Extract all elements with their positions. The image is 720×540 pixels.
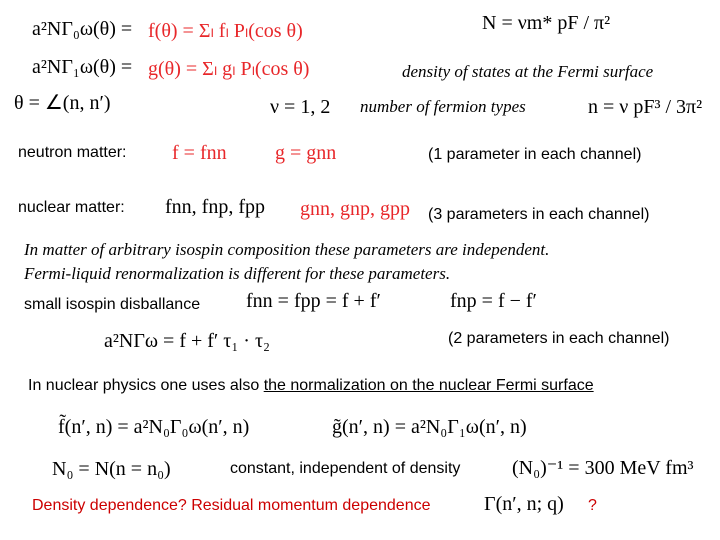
f-tilde-equation: f̃(n′, n) = a²N₀Γ₀ω(n′, n)	[58, 416, 250, 438]
arbitrary-isospin-line1: In matter of arbitrary isospin composition these parameters are independent.	[24, 240, 550, 259]
density-of-states-note: density of states at the Fermi surface	[402, 62, 654, 81]
gamma-q-expression: Γ(n′, n; q)	[484, 493, 564, 515]
arbitrary-isospin-line2: Fermi-liquid renormalization is different for these parameters.	[24, 264, 451, 283]
isospin-nn-equation: fnn = fpp = f + f′	[246, 290, 381, 312]
neutron-params-note: (1 parameter in each channel)	[428, 146, 642, 163]
normalization-underlined: the normalization on the nuclear Fermi surface	[263, 377, 594, 394]
normalization-sentence	[28, 377, 594, 395]
nuclear-matter-label: nuclear matter:	[18, 199, 125, 216]
g-definition-lhs: a²NΓ₁ω(θ) =	[32, 56, 133, 78]
density-question: Density dependence? Residual momentum dependence	[32, 497, 431, 514]
fermion-types-note: number of fermion types	[360, 97, 526, 116]
g-definition-rhs: g(θ) = Σₗ gₗ Pₗ(cos θ)	[148, 58, 310, 80]
neutron-f-parameter: f = fnn	[172, 142, 227, 164]
N0-value: (N₀)⁻¹ = 300 MeV fm³	[512, 457, 694, 479]
f-definition-rhs: f(θ) = Σₗ fₗ Pₗ(cos θ)	[148, 20, 303, 42]
isospin-np-equation: fnp = f − f′	[450, 290, 537, 312]
nuclear-g-parameters: gnn, gnp, gpp	[300, 198, 410, 220]
theta-definition: θ = ∠(n, n′)	[14, 92, 111, 114]
neutron-matter-label: neutron matter:	[18, 144, 127, 161]
nuclear-f-parameters: fnn, fnp, fpp	[165, 196, 265, 218]
f-definition-lhs: a²NΓ₀ω(θ) =	[32, 18, 133, 40]
normalization-prefix: In nuclear physics one uses also	[28, 377, 264, 394]
constant-note: constant, independent of density	[230, 460, 461, 477]
N0-definition: N₀ = N(n = n₀)	[52, 458, 171, 480]
nu-definition: ν = 1, 2	[270, 96, 331, 118]
N-definition: N = νm* pF / π²	[482, 12, 611, 34]
g-tilde-equation: g̃(n′, n) = a²N₀Γ₁ω(n′, n)	[332, 416, 527, 438]
nuclear-params-note: (3 parameters in each channel)	[428, 206, 650, 223]
question-mark: ?	[588, 497, 597, 514]
small-isospin-label: small isospin disballance	[24, 296, 201, 313]
n-definition: n = ν pF³ / 3π²	[588, 96, 703, 118]
neutron-g-parameter: g = gnn	[275, 142, 337, 164]
two-params-note: (2 parameters in each channel)	[448, 330, 670, 347]
isospin-gamma-equation: a²NΓω = f + f′ τ₁ · τ₂	[104, 330, 270, 352]
